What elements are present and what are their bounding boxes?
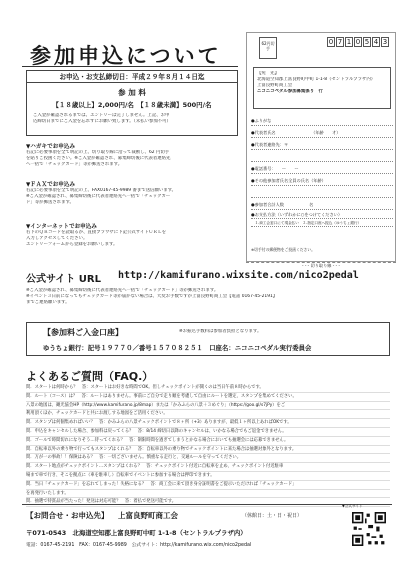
zip-digit: 0 [355, 38, 361, 46]
form-row: ●電話番号： ー ー [251, 163, 393, 174]
faq-item: 問．自転車以外の乗り物で行ってもスタンプはくれる？ 答：自転車以外の乗り物でチェックポイントに来た場合は抽選対象外となります。 [26, 446, 390, 455]
form-row: ●お支払方法（いずれかに○をつけてください） [251, 211, 393, 219]
postcard-note: ※切手付の郵便物をご投函ください。 [251, 247, 315, 252]
note-line: までご連絡願います。 [26, 300, 70, 305]
section-heading: ▼ハガキでお申込み [26, 144, 76, 150]
faq-item: 問．申込をキャンセルした場合、参加料は戻ってくる？ 答：8/14 締切日以降のキャンセルは、いかなる場合でもご返金できません。 [26, 428, 390, 437]
stamp-box: 62円切手 [259, 37, 277, 59]
note-line: ※ご入金が確認され、募集締切後に代表者連絡先へ一括で「チェックカード」等が郵送されます。 [26, 288, 219, 293]
zip-digit: 5 [364, 38, 370, 46]
qr-code-icon[interactable] [352, 512, 386, 546]
postcard-address [253, 67, 391, 109]
instruction-line: 入力しアクセスしてください。 [26, 236, 88, 241]
faq-item: 問．スタンプは何個集めればいい？ 答：かみふらの八景チェックポイントで８ヶ所（+3）ありますが、最低１ヶ所以上あればOKです。 [26, 419, 390, 428]
faq-list [26, 384, 390, 507]
zip-digit: 4 [373, 38, 379, 46]
bank-note: ※お振込手数料は参加者負担となります。 [179, 329, 262, 334]
footer-divider [22, 504, 392, 505]
section-heading: ▼ＦＡＸでお申込み [26, 182, 76, 188]
internet-instructions [26, 222, 242, 248]
faq-item: 問．スタートは何時から？ 答：スタートはお好きな時間でOK。但しチェックポイントが開くのは当日午前８時からです。 [26, 384, 390, 393]
bank-heading: 【参加料ご入金口座】 [43, 328, 123, 337]
address-line: ニコニコペダル参加募集係り 行 [257, 89, 323, 94]
contact-address: 〒071-0543 北海道空知郡上富良野町中町 1-1-8（セントラルプラザ内） [26, 529, 247, 537]
address-line: 北海道空知郡上富良野町中町 1-1-8（セントラルプラザ内） [257, 77, 376, 82]
address-line: 【宛 先】 [257, 71, 279, 76]
instruction-line: エントリーフォームから登録をお願いします。 [26, 242, 118, 247]
fee-note-line: ご入金が確認されるまでは、エントリーは完了しません。上記、お申 [33, 113, 170, 118]
fee-note-line: 込締切日までにご入金を忘れずにお願い致します。（未払い参加不可） [33, 119, 171, 124]
deadline-text: お申込・お支払締切日：平成２９年８月１４日迄 [27, 71, 237, 83]
form-row: ●参加者合計人数 名 [251, 199, 393, 210]
cut-line: - - - 切り取り線 - - - [246, 262, 396, 269]
form-row: １.商工会窓口にて現金払い ２.指定口座へ振込（ゆうちょ銀行） [251, 219, 393, 227]
instruction-line: 右記に必要事項を全て明記の上、FAX0167-45-9989 番まで送信願います。 [26, 188, 177, 193]
faq-item: 場まで車で行き、そこを拠点に（車を駐車し）自転車でイベントに参加する場合は押印できます。 [26, 472, 390, 481]
instruction-line: ド」等が郵送されます。 [26, 200, 74, 205]
fax-instructions [26, 180, 242, 206]
faq-heading: よくあるご質問（FAQ.） [26, 370, 154, 383]
faq-item: 利用頂くほか、チェックカードと共にお渡しする地図をご活用ください。 [26, 410, 390, 419]
contact-phone-fax: 電話：0167-45-2191 FAX：0167-45-9989 公式サイト：http://kamifurano.wix.com/nico2pedal [26, 543, 252, 548]
faq-item: 問．万が一の事故！！保険はある？ 答：一切ございません。慎重なる走行と、交通ルールを守ってください。 [26, 454, 390, 463]
zip-digit: 7 [337, 38, 343, 46]
faq-item: 問．ルート（コース）は？ 答：ルートはありません。事前にご自分で走り順を考慮して自由にルートを選定、スタンプを集めてください。 [26, 393, 390, 402]
postcard-instructions [26, 142, 242, 168]
instruction-line: 右記に必要事項を全て明記の上、切り取り線に沿って裁断し、62 円切手 [26, 150, 170, 155]
zip-code-boxes [327, 37, 389, 47]
faq-item: 問．抽選で特賞品が当たった！発送は対応可能？ 答：着払で発送可能です。 [26, 498, 390, 507]
zip-digit: 1 [346, 38, 352, 46]
form-row: ●代表者連絡先：〒 [251, 139, 393, 150]
form-row: ●代表者氏名 （年齢 才） [251, 127, 393, 138]
form-row: ●その他参加者氏名全員の氏名（年齢） [251, 175, 393, 186]
postcard-form [246, 32, 396, 262]
faq-item: を再発行いたします。 [26, 490, 390, 499]
faq-item: 問．当日「チェックカード」を忘れてしまった！失格になる？ 答：商工会に来て頂き身分証明書をご提示いただければ「チェックカード」 [26, 481, 390, 490]
bank-account-box [26, 322, 390, 356]
official-site-label: 公式サイト URL [26, 274, 101, 285]
faq-item: 問．ゴールで時間切れになりそう…待ってくれる？ 答：制限時間を過ぎてしまうとかなる場合においても抽選会には応募できません。 [26, 437, 390, 446]
fee-heading: 参 加 料 [118, 88, 146, 97]
form-row [251, 187, 393, 198]
instruction-line: ※ご入金が確認され、募集締切後に代表者連絡先へ一括で「チェックカー [26, 194, 171, 199]
instruction-line: 右下のＱＲコードを読取るか、直接ブラウザに下記公式サイトＵＲＬを [26, 230, 167, 235]
contact-hours: （休館日：土・日・祝日） [242, 513, 303, 519]
title-underline [22, 66, 238, 67]
zip-digit: 0 [328, 38, 334, 46]
form-row: ●ふりがな [251, 115, 393, 126]
faq-item: 問．スタート地点がチェックポイント…スタンプはくれる？ 答：チェックポイント付近に自転車を止め、チェックポイント付近駐車 [26, 463, 390, 472]
fee-note [33, 113, 233, 125]
page-title: 参加申込について [30, 44, 222, 68]
instruction-line: を貼りご投函ください。※ご入金が確認され、募集締切後に代表者連絡先 [26, 156, 171, 161]
address-line: 上富良野町商工会 [257, 83, 293, 88]
faq-item: 八景の地図は、観光協会HP（http://www.kamifurano.jp/8map）または「かみふらの八景＋３めぐり」（https://goo.gl/s7jPy）をご [26, 402, 390, 411]
contact-heading: 【お問合せ・お申込先】 [26, 511, 109, 520]
official-site-url[interactable]: http://kamifurano.wixsite.com/nico2pedal [118, 270, 359, 281]
instruction-line: へ一括で「チェックカード」等が郵送されます。 [26, 162, 123, 167]
form-row [251, 151, 393, 162]
bank-account-details: ゆうちょ銀行：記号１９７７０／番号１５７０８２５１ 口座名：ニコニコペダル実行委員会 [43, 344, 312, 352]
note-line: ※イベント３日前になってもチェックカード等が届かない場合は、大変お手数ですが上富良野町商工会【電話 0167-45-2191】 [26, 294, 278, 299]
url-notes [26, 288, 390, 306]
section-heading: ▼インターネットでお申込み [26, 224, 97, 230]
zip-digit: 3 [382, 38, 388, 46]
fee-box [26, 70, 238, 136]
fee-amounts: 【１８歳以上】2,000円/名 【１８歳未満】500円/名 [52, 101, 212, 109]
qr-label: ▼公式サイト [342, 504, 363, 508]
contact-organization: 上富良野町商工会 [118, 511, 178, 520]
